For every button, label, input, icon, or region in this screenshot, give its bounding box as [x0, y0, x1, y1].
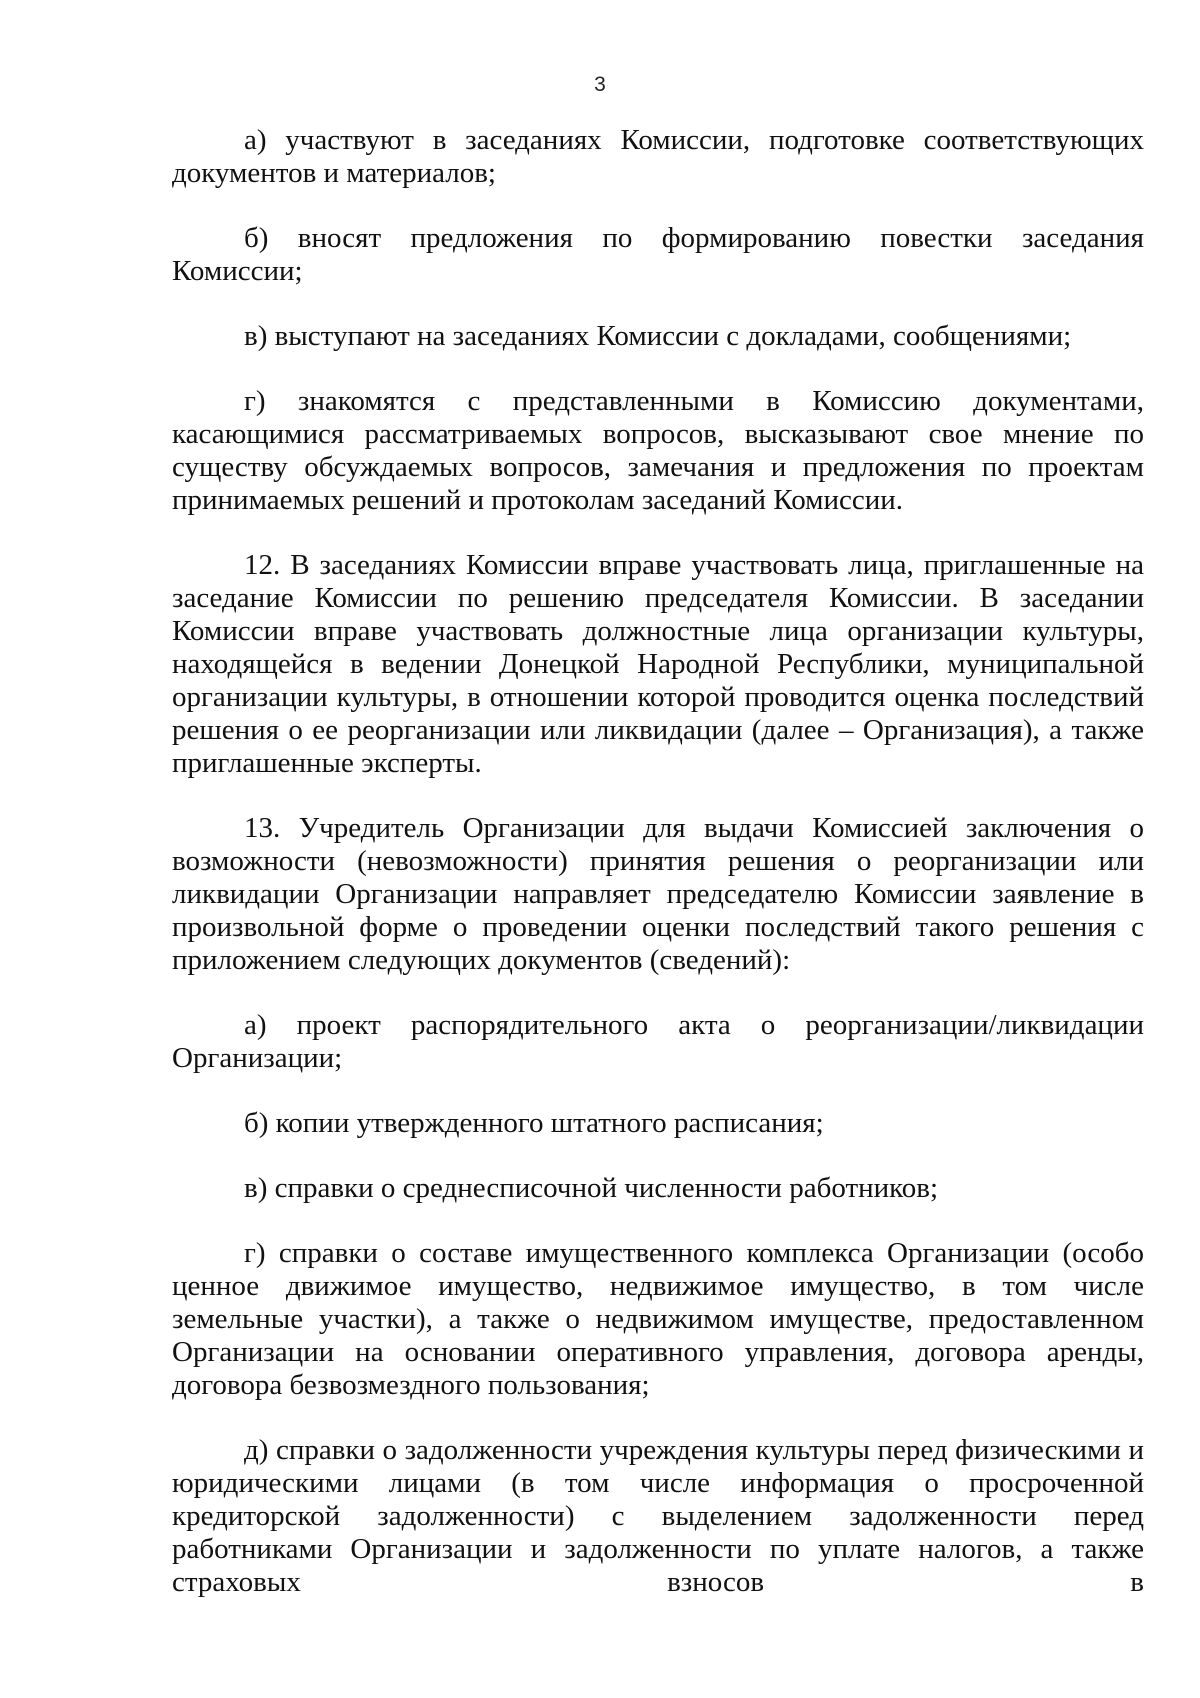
- paragraph-13: 13. Учредитель Организации для выдачи Комиссией заключения о возможности (невозможности) принятия решения о реорганизации или ликвидации Организации направляет председателю Комиссии заявление в произвольной форме о проведении оценки последствий такого решения с приложением следующих документов (сведений):: [172, 812, 1144, 976]
- paragraph-11v: в) выступают на заседаниях Комиссии с докладами, сообщениями;: [244, 320, 1072, 352]
- paragraph-11b: б) вносят предложения по формированию повестки заседания Комиссии;: [172, 222, 1144, 287]
- paragraph-11a: а) участвуют в заседаниях Комиссии, подготовке соответствующих документов и материалов;: [172, 124, 1144, 189]
- paragraph-13g: г) справки о составе имущественного комплекса Организации (особо ценное движимое имущество, недвижимое имущество, в том числе земельные участки), а также о недвижимом имуществе, предоставленном Организации на основании оперативного управления, договора аренды, договора безвозмездного пользования;: [172, 1237, 1144, 1401]
- paragraph-13v: в) справки о среднесписочной численности работников;: [244, 1172, 939, 1204]
- paragraph-13d: д) справки о задолженности учреждения культуры перед физическими и юридическими лицами (в том числе информация о просроченной кредиторской задолженности) с выделением задолженности перед работниками Организации и задолженности по уплате налогов, а также страховых взносов в: [172, 1434, 1144, 1598]
- paragraph-13a: а) проект распорядительного акта о реорганизации/ликвидации Организации;: [172, 1009, 1144, 1074]
- paragraph-11g: г) знакомятся с представленными в Комиссию документами, касающимися рассматриваемых вопросов, высказывают свое мнение по существу обсуждаемых вопросов, замечания и предложения по проектам принимаемых решений и протоколам заседаний Комиссии.: [172, 385, 1144, 516]
- paragraph-13b: б) копии утвержденного штатного расписания;: [244, 1107, 824, 1139]
- paragraph-12: 12. В заседаниях Комиссии вправе участвовать лица, приглашенные на заседание Комиссии по решению председателя Комиссии. В заседании Комиссии вправе участвовать должностные лица организации культуры, находящейся в ведении Донецкой Народной Республики, муниципальной организации культуры, в отношении которой проводится оценка последствий решения о ее реорганизации или ликвидации (далее – Организация), а также приглашенные эксперты.: [172, 549, 1144, 779]
- document-body: [172, 124, 1144, 1599]
- page-number: 3: [594, 73, 606, 96]
